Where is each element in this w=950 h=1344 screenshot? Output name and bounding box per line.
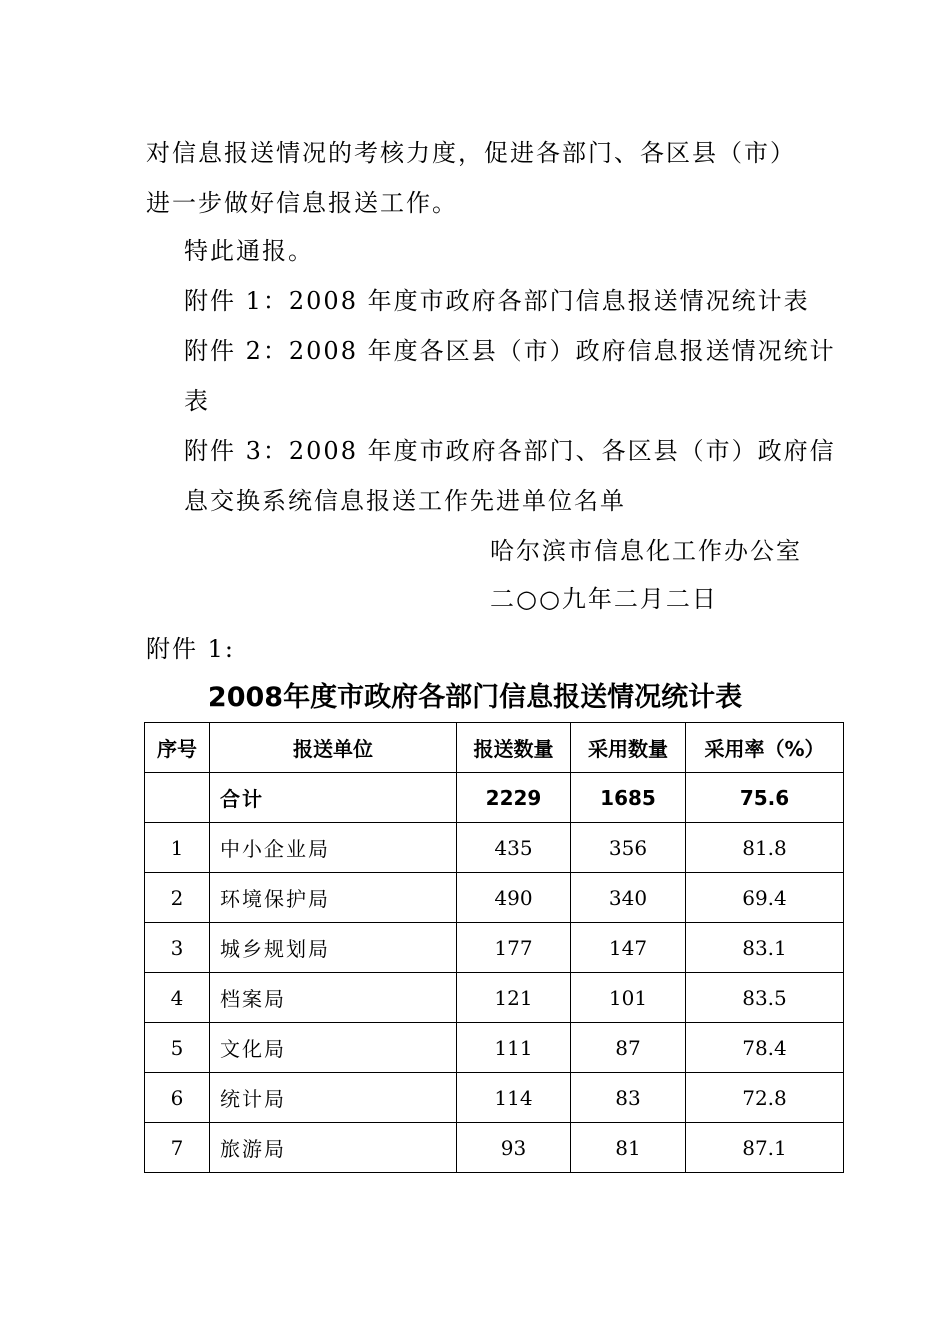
header-submitted: 报送数量 bbox=[457, 723, 571, 773]
row-adopted: 101 bbox=[571, 973, 686, 1023]
table-row bbox=[145, 873, 844, 923]
row-submitted: 435 bbox=[457, 823, 571, 873]
attachment-2-reference-cont: 表 bbox=[184, 387, 210, 415]
header-unit: 报送单位 bbox=[210, 723, 457, 773]
table-row bbox=[145, 823, 844, 873]
row-no: 6 bbox=[145, 1073, 210, 1123]
row-rate: 81.8 bbox=[686, 823, 844, 873]
row-rate: 87.1 bbox=[686, 1123, 844, 1173]
table-total-row bbox=[145, 773, 844, 823]
row-adopted: 81 bbox=[571, 1123, 686, 1173]
row-submitted: 93 bbox=[457, 1123, 571, 1173]
row-unit: 旅游局 bbox=[210, 1123, 457, 1173]
table-header-row bbox=[145, 723, 844, 773]
header-adopted: 采用数量 bbox=[571, 723, 686, 773]
attachment-2-reference: 附件 2：2008 年度各区县（市）政府信息报送情况统计 bbox=[184, 337, 836, 365]
row-adopted: 147 bbox=[571, 923, 686, 973]
total-no bbox=[145, 773, 210, 823]
total-unit: 合计 bbox=[210, 773, 457, 823]
total-adopted: 1685 bbox=[571, 773, 686, 823]
body-paragraph-line: 进一步做好信息报送工作。 bbox=[146, 189, 458, 217]
row-rate: 72.8 bbox=[686, 1073, 844, 1123]
row-rate: 83.5 bbox=[686, 973, 844, 1023]
row-adopted: 356 bbox=[571, 823, 686, 873]
attachment-3-reference-cont: 息交换系统信息报送工作先进单位名单 bbox=[184, 487, 626, 515]
table-row bbox=[145, 973, 844, 1023]
notice-closing: 特此通报。 bbox=[184, 237, 314, 265]
row-unit: 档案局 bbox=[210, 973, 457, 1023]
signature-office: 哈尔滨市信息化工作办公室 bbox=[490, 537, 802, 565]
row-adopted: 83 bbox=[571, 1073, 686, 1123]
total-submitted: 2229 bbox=[457, 773, 571, 823]
statistics-table bbox=[144, 722, 844, 1173]
row-unit: 统计局 bbox=[210, 1073, 457, 1123]
row-no: 3 bbox=[145, 923, 210, 973]
table-title: 2008年度市政府各部门信息报送情况统计表 bbox=[207, 682, 743, 713]
total-rate: 75.6 bbox=[686, 773, 844, 823]
row-no: 7 bbox=[145, 1123, 210, 1173]
row-adopted: 87 bbox=[571, 1023, 686, 1073]
attachment-1-reference: 附件 1：2008 年度市政府各部门信息报送情况统计表 bbox=[184, 287, 810, 315]
row-unit: 中小企业局 bbox=[210, 823, 457, 873]
table-row bbox=[145, 1073, 844, 1123]
row-submitted: 490 bbox=[457, 873, 571, 923]
row-rate: 83.1 bbox=[686, 923, 844, 973]
row-rate: 78.4 bbox=[686, 1023, 844, 1073]
row-submitted: 114 bbox=[457, 1073, 571, 1123]
row-no: 4 bbox=[145, 973, 210, 1023]
signature-date: 二○○九年二月二日 bbox=[490, 585, 718, 613]
row-unit: 环境保护局 bbox=[210, 873, 457, 923]
row-unit: 城乡规划局 bbox=[210, 923, 457, 973]
row-no: 5 bbox=[145, 1023, 210, 1073]
body-paragraph-line: 对信息报送情况的考核力度，促进各部门、各区县（市） bbox=[146, 139, 796, 167]
table-row bbox=[145, 1123, 844, 1173]
header-no: 序号 bbox=[145, 723, 210, 773]
row-unit: 文化局 bbox=[210, 1023, 457, 1073]
row-rate: 69.4 bbox=[686, 873, 844, 923]
row-no: 1 bbox=[145, 823, 210, 873]
table-row bbox=[145, 1023, 844, 1073]
row-submitted: 121 bbox=[457, 973, 571, 1023]
attachment-label: 附件 1: bbox=[146, 635, 235, 663]
row-submitted: 111 bbox=[457, 1023, 571, 1073]
row-adopted: 340 bbox=[571, 873, 686, 923]
row-no: 2 bbox=[145, 873, 210, 923]
attachment-3-reference: 附件 3：2008 年度市政府各部门、各区县（市）政府信 bbox=[184, 437, 836, 465]
header-rate: 采用率（%） bbox=[686, 723, 844, 773]
table-row bbox=[145, 923, 844, 973]
row-submitted: 177 bbox=[457, 923, 571, 973]
